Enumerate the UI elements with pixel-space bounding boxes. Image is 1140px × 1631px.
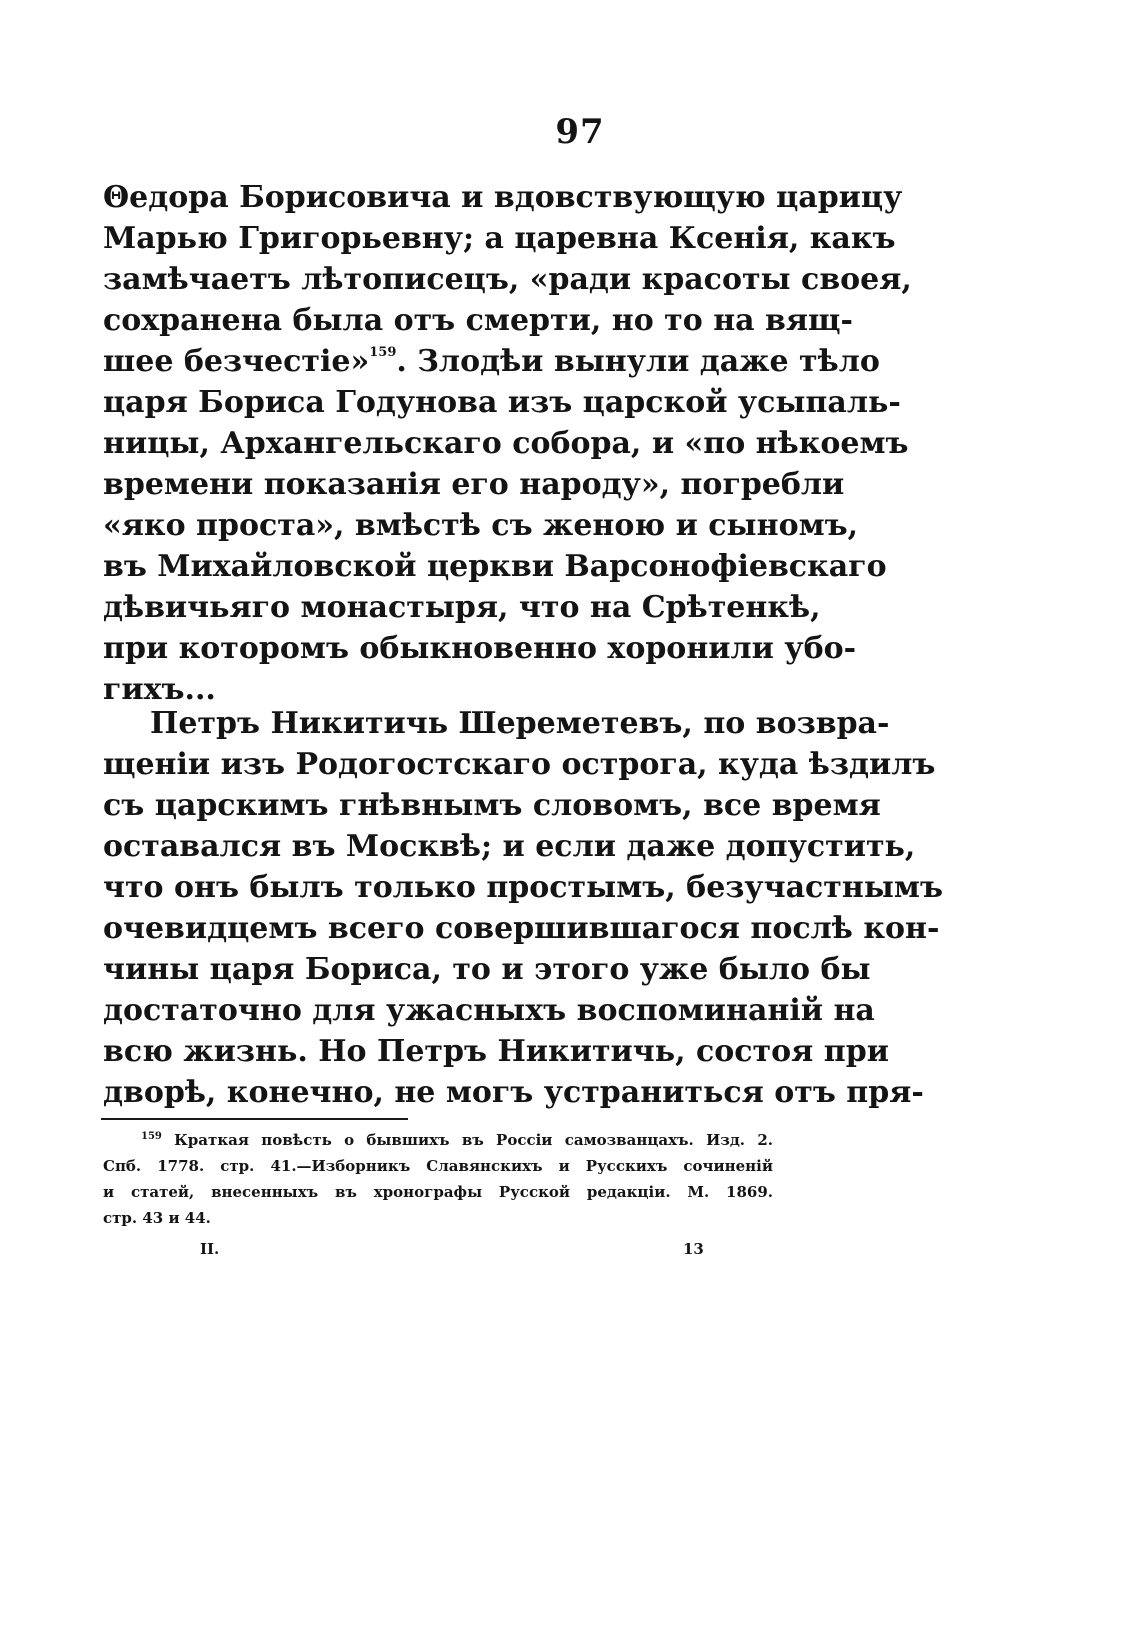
text-line: всю жизнь. Но Петръ Никитичь, состоя при [103,1034,889,1069]
text-line: «яко проста», вмѣстѣ съ женою и сыномъ, [103,508,859,543]
text-line: очевидцемъ всего совершившагося послѣ кон- [103,911,940,946]
text-line-with-footnote-ref [103,341,880,382]
signature-mark-left: II. [200,1240,220,1258]
text-line: времени показанія его народу», погребли [103,467,845,502]
text-line: сохранена была отъ смерти, но то на вящ- [103,303,853,338]
text-line: Марью Григорьевну; а царевна Ксенія, какъ [103,221,896,256]
text-fragment: шее безчестіе» [103,344,370,379]
text-line: дворѣ, конечно, не могъ устраниться отъ пря- [103,1075,924,1110]
paragraph-1 [103,177,912,710]
footnotes [103,1127,773,1231]
footnote-marker: 159 [141,1131,162,1142]
text-line: при которомъ обыкновенно хоронили убо- [103,631,857,666]
text-line: что онъ былъ только простымъ, безучастнымъ [103,870,943,905]
text-line: гихъ... [103,672,216,707]
footnote-line: Спб. 1778. стр. 41.—Изборникъ Славянскихъ и Русскихъ сочиненій [103,1157,773,1175]
footnote-divider [101,1118,408,1120]
paragraph-2 [103,703,943,1113]
text-line: оставался въ Москвѣ; и если даже допустить, [103,829,916,864]
text-line: чины царя Бориса, то и этого уже было бы [103,952,871,987]
page-number: 97 [555,112,605,152]
text-line: ницы, Архангельскаго собора, и «по нѣкоемъ [103,426,909,461]
text-line: достаточно для ужасныхъ воспоминаній на [103,993,875,1028]
text-line: царя Бориса Годунова изъ царской усыпаль- [103,385,901,420]
footnote-line [103,1127,773,1153]
footnote-line: стр. 43 и 44. [103,1209,211,1227]
text-fragment: Краткая повѣсть о бывшихъ въ Россіи самозванцахъ. Изд. 2. [161,1131,773,1149]
text-line: съ царскимъ гнѣвнымъ словомъ, все время [103,788,881,823]
signature-mark-right: 13 [683,1240,704,1258]
footnote-reference: 159 [369,345,397,360]
text-fragment: . Злодѣи вынули даже тѣло [396,344,880,379]
text-line: щеніи изъ Родогостскаго острога, куда ѣздилъ [103,747,936,782]
text-line: Петръ Никитичь Шереметевъ, по возвра- [150,706,890,741]
text-line: дѣвичьяго монастыря, что на Срѣтенкѣ, [103,590,821,625]
text-line: замѣчаетъ лѣтописецъ, «ради красоты своея, [103,262,912,297]
footnote-line: и статей, внесенныхъ въ хронографы Русской редакціи. М. 1869. [103,1183,773,1201]
text-line: Θедора Борисовича и вдовствующую царицу [103,180,903,215]
text-line: въ Михайловской церкви Варсонофіевскаго [103,549,887,584]
